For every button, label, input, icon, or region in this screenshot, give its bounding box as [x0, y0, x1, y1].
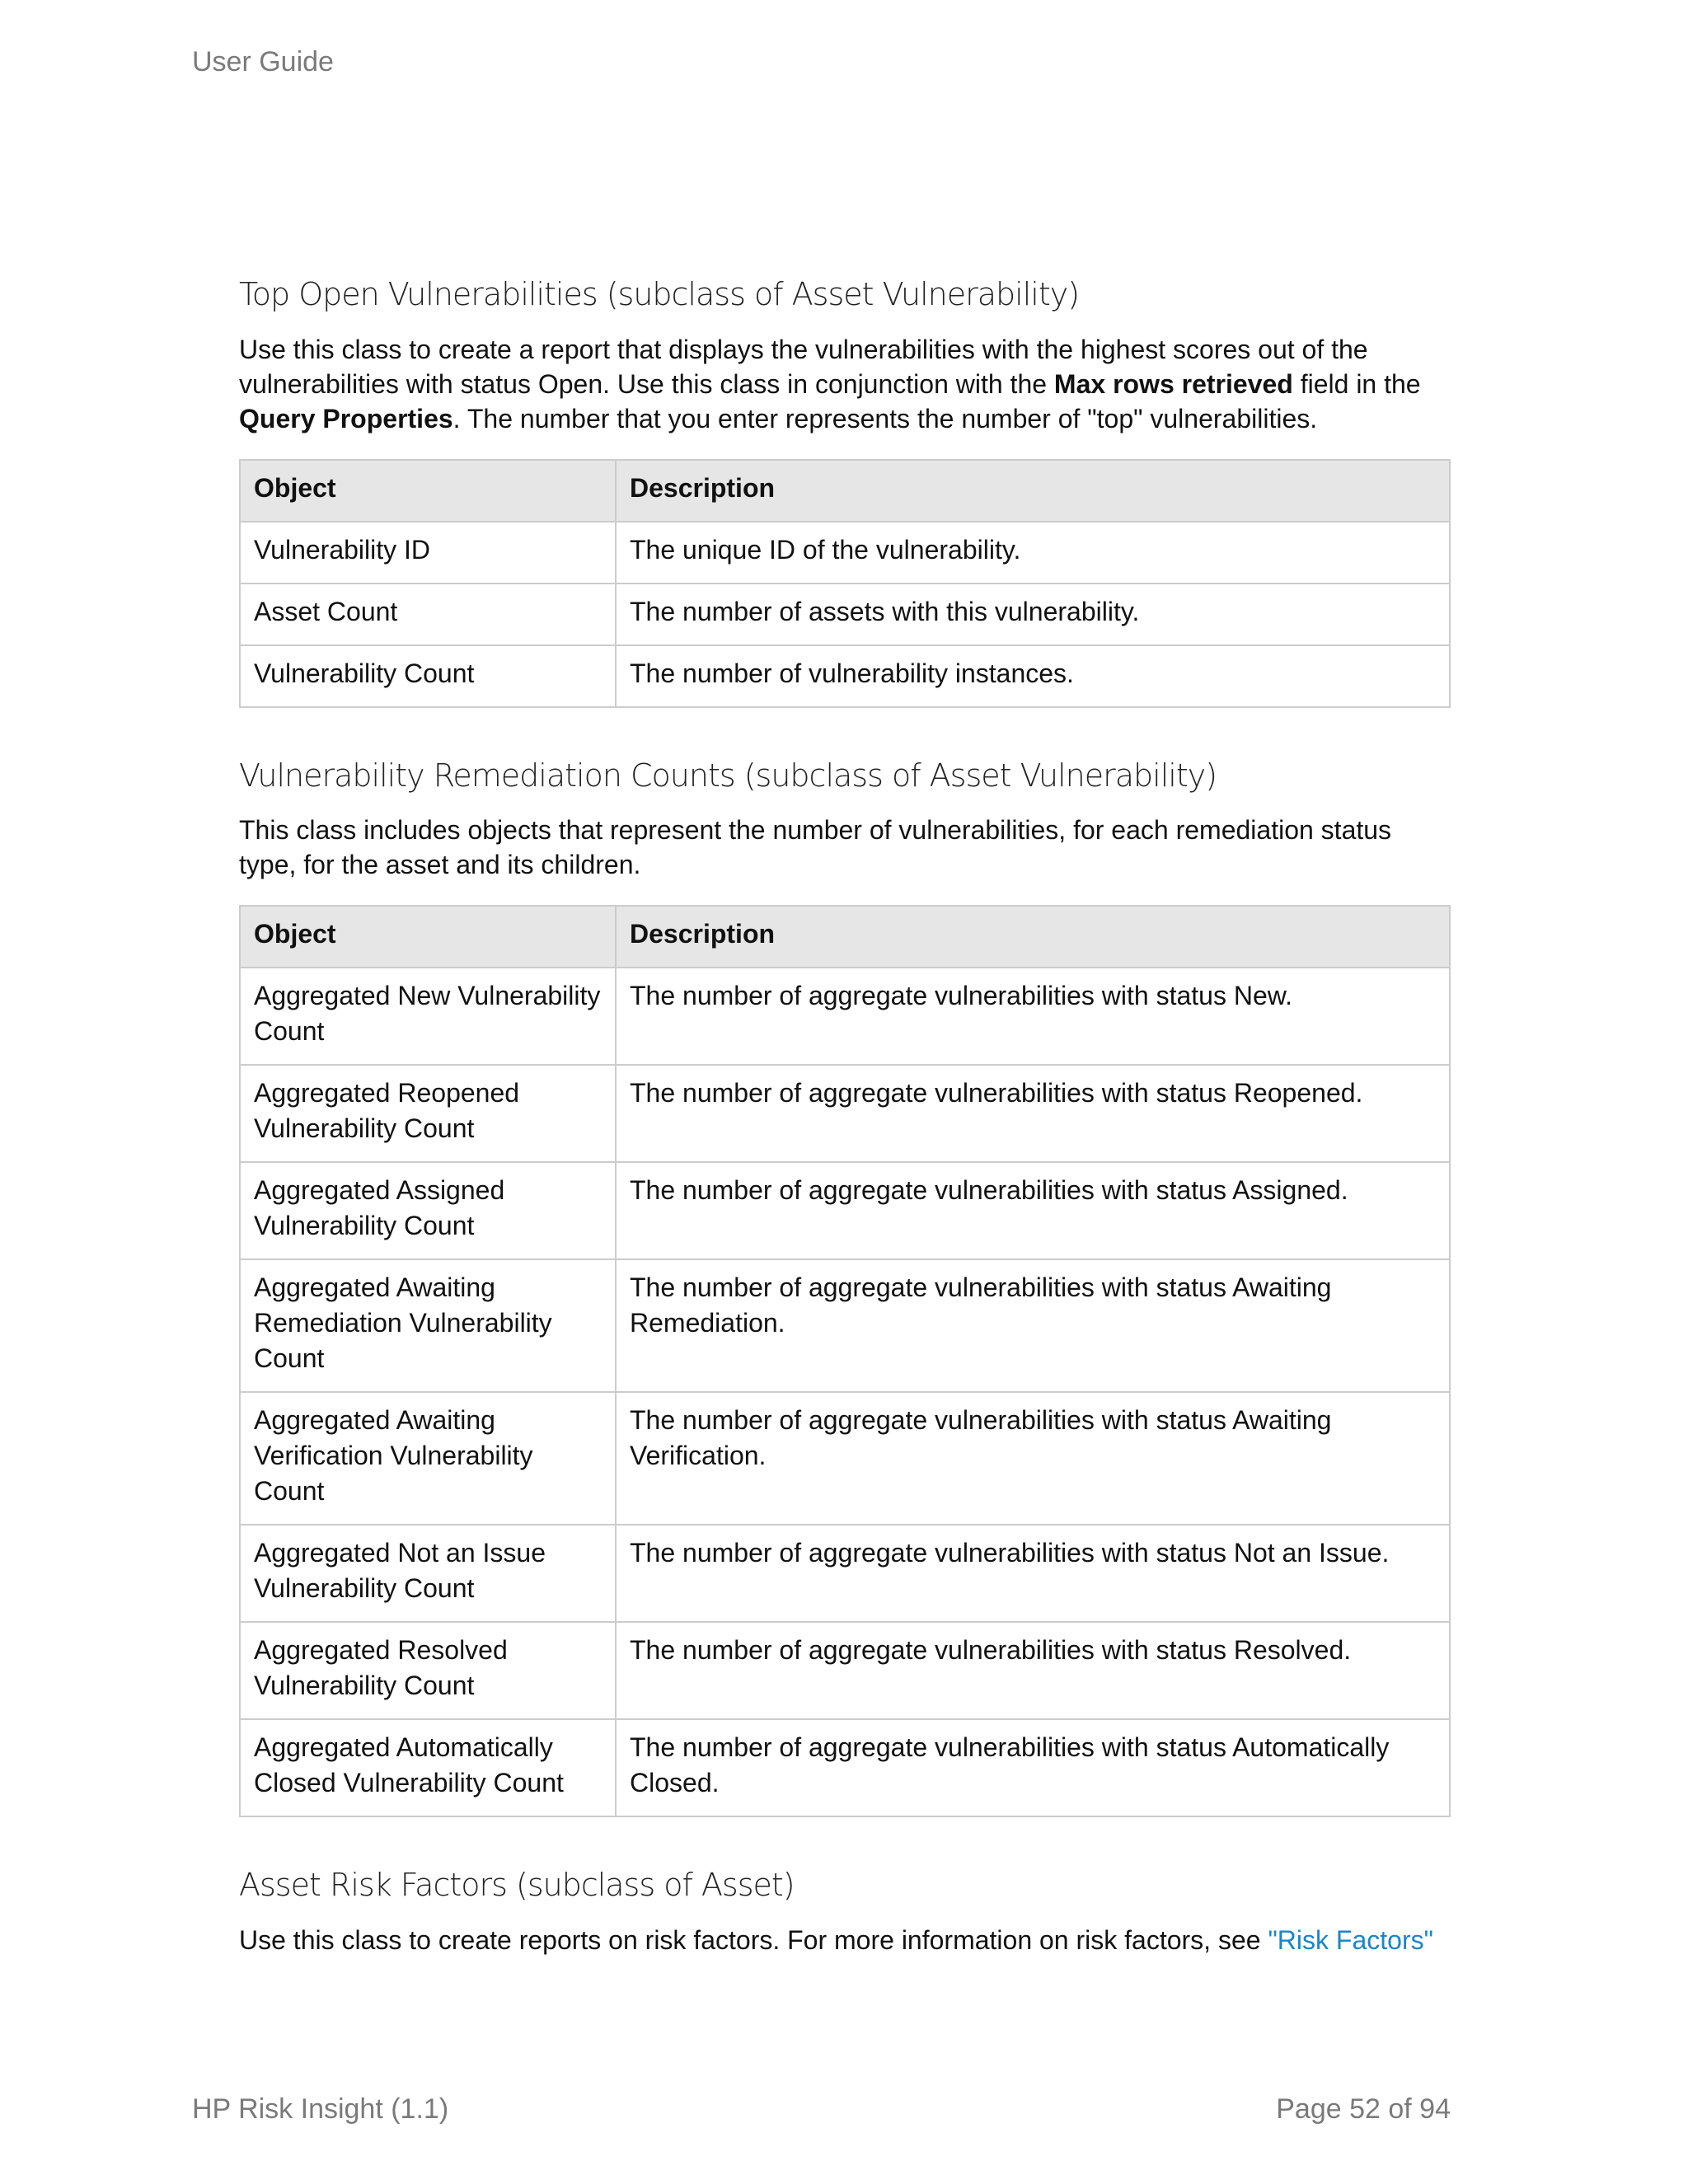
footer-product: HP Risk Insight (1.1)	[192, 2093, 449, 2125]
object-cell: Aggregated Not an Issue Vulnerability Count	[240, 1525, 616, 1622]
table-header-row	[240, 460, 1450, 522]
table-row	[240, 1622, 1450, 1719]
section-heading-top-open-vulnerabilities: Top Open Vulnerabilities (subclass of Asset Vulnerability)	[239, 276, 1080, 312]
column-header-description: Description	[616, 460, 1450, 522]
section-intro-top-open-vulnerabilities: Use this class to create a report that displays the vulnerabilities with the highest scores out of the vulnerabilities with status Open. Use this class in conjunction with the Max rows retrieved field in the Query Properties. The number that you enter represents the number of "top" vulnerabilities.	[239, 334, 1421, 434]
section-heading-remediation-counts: Vulnerability Remediation Counts (subclass of Asset Vulnerability)	[239, 757, 1217, 794]
table-row	[240, 1162, 1450, 1259]
description-cell: The number of aggregate vulnerabilities with status Assigned.	[616, 1162, 1450, 1259]
description-cell: The number of aggregate vulnerabilities with status Reopened.	[616, 1065, 1450, 1162]
description-cell: The number of assets with this vulnerability.	[616, 583, 1450, 645]
table-row	[240, 583, 1450, 645]
object-cell: Aggregated Reopened Vulnerability Count	[240, 1065, 616, 1162]
description-cell: The number of aggregate vulnerabilities with status Resolved.	[616, 1622, 1450, 1719]
description-cell: The number of aggregate vulnerabilities with status Not an Issue.	[616, 1525, 1450, 1622]
table-row	[240, 645, 1450, 707]
object-cell: Aggregated New Vulnerability Count	[240, 968, 616, 1065]
table-row	[240, 1392, 1450, 1525]
object-cell: Vulnerability ID	[240, 522, 616, 583]
description-cell: The number of aggregate vulnerabilities with status Awaiting Verification.	[616, 1392, 1450, 1525]
page-content	[239, 276, 1451, 1980]
table-row	[240, 522, 1450, 583]
running-footer	[192, 2093, 1451, 2125]
object-cell: Aggregated Automatically Closed Vulnerability Count	[240, 1719, 616, 1816]
description-cell: The number of vulnerability instances.	[616, 645, 1450, 707]
column-header-object: Object	[240, 906, 616, 968]
object-cell: Vulnerability Count	[240, 645, 616, 707]
risk-factors-link[interactable]: "Risk Factors"	[1268, 1924, 1433, 1955]
description-cell: The unique ID of the vulnerability.	[616, 522, 1450, 583]
max-rows-retrieved-term: Max rows retrieved	[1053, 368, 1293, 399]
column-header-object: Object	[240, 460, 616, 522]
table-row	[240, 1065, 1450, 1162]
section-intro-asset-risk-factors: Use this class to create reports on risk factors. For more information on risk factors, see "Risk Factors"	[239, 1924, 1433, 1955]
footer-page-number: Page 52 of 94	[1276, 2093, 1451, 2125]
table-row	[240, 1719, 1450, 1816]
object-cell: Aggregated Awaiting Remediation Vulnerability Count	[240, 1259, 616, 1392]
running-header: User Guide	[192, 46, 334, 77]
table-row	[240, 1259, 1450, 1392]
query-properties-term: Query Properties	[239, 403, 453, 434]
object-cell: Asset Count	[240, 583, 616, 645]
section-intro-remediation-counts: This class includes objects that represent the number of vulnerabilities, for each remediation status type, for the asset and its children.	[239, 815, 1392, 880]
remediation-counts-table	[239, 905, 1451, 1817]
top-open-vulnerabilities-table	[239, 459, 1451, 708]
table-row	[240, 1525, 1450, 1622]
object-cell: Aggregated Assigned Vulnerability Count	[240, 1162, 616, 1259]
object-cell: Aggregated Awaiting Verification Vulnerability Count	[240, 1392, 616, 1525]
table-row	[240, 968, 1450, 1065]
table-header-row	[240, 906, 1450, 968]
object-cell: Aggregated Resolved Vulnerability Count	[240, 1622, 616, 1719]
description-cell: The number of aggregate vulnerabilities with status Awaiting Remediation.	[616, 1259, 1450, 1392]
description-cell: The number of aggregate vulnerabilities with status Automatically Closed.	[616, 1719, 1450, 1816]
description-cell: The number of aggregate vulnerabilities with status New.	[616, 968, 1450, 1065]
column-header-description: Description	[616, 906, 1450, 968]
section-heading-asset-risk-factors: Asset Risk Factors (subclass of Asset)	[239, 1867, 795, 1904]
